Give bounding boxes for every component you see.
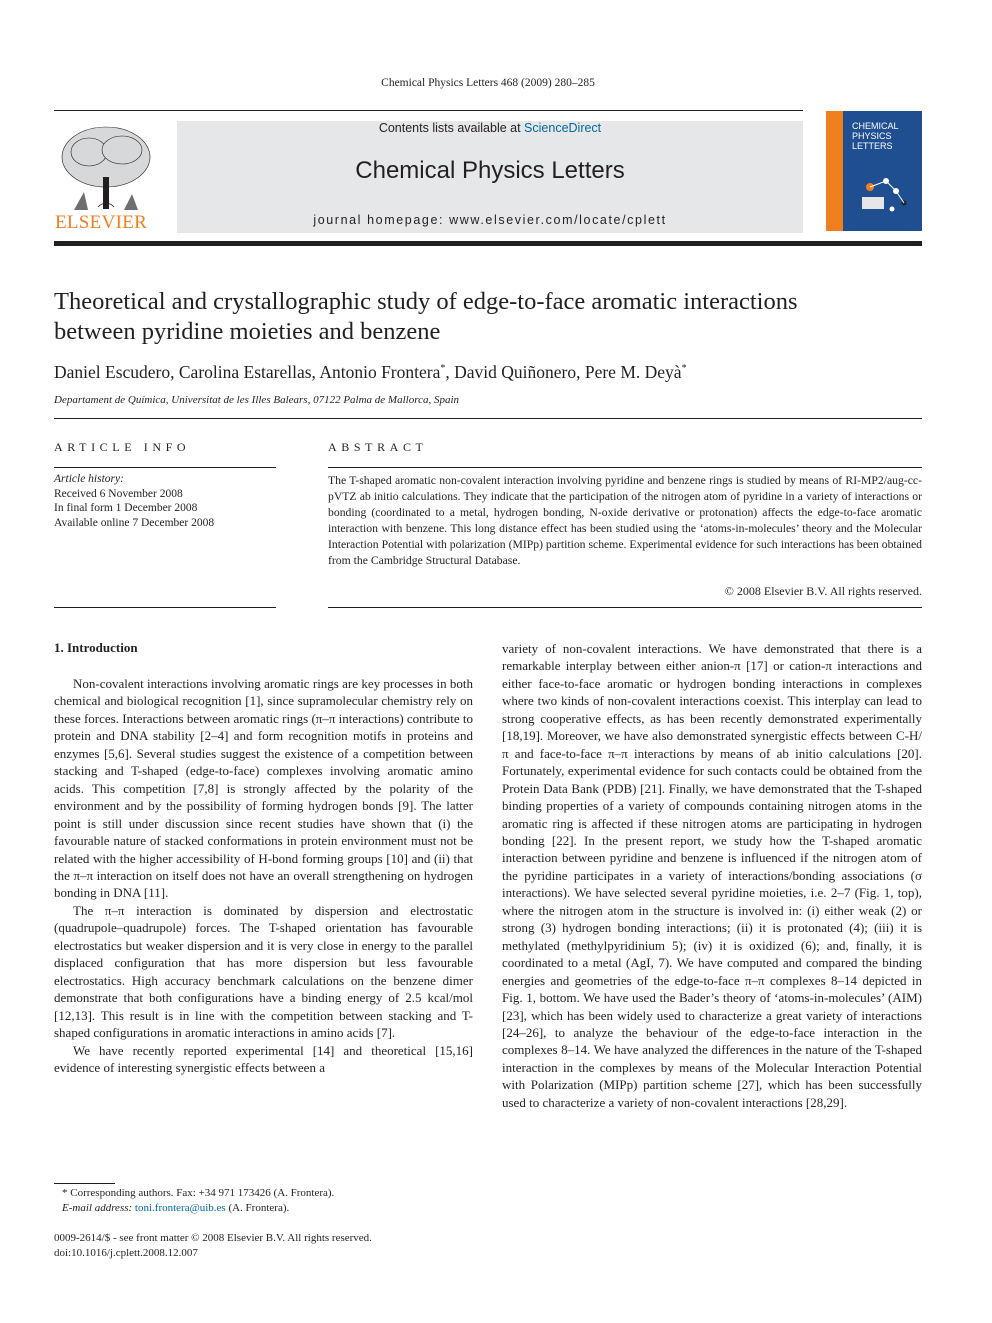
abstract-copyright: © 2008 Elsevier B.V. All rights reserved. [724, 584, 922, 598]
elsevier-wordmark: ELSEVIER [55, 212, 148, 233]
cover-strip [826, 111, 843, 231]
paragraph: variety of non-covalent interactions. We have demonstrated that there is a remarkable interplay between either anion-π [17] or cation-π interactions and either face-to-face aromatic or hydrogen bonding interactions in complexes where two kinds of non-covalent interactions coexist. This interplay can lead to strong cooperative effects, as has been recently demonstrated experimentally [18,19]. Moreover, we have also demonstrated synergistic effects between C-H/π and face-to-face π–π interactions by means of ab initio calculations [20]. Fortunately, experimental evidence for such contacts could be obtained from the Protein Data Bank (PDB) [21]. Finally, we have demonstrated that the T-shaped binding properties of a variety of compounds containing nitrogen atoms in the aromatic ring is affected if these nitrogen atoms are participating in hydrogen bonding [22]. In the present report, we study how the T-shaped aromatic interaction between pyridine and benzene is influenced if the nitrogen atom of the pyridine participates in a variety of interactions/bonding associations (σ interactions). We have selected several pyridine moieties, i.e. 2–7 (Fig. 1, top), where the nitrogen atom in the structure is involved in: (i) either weak (2) or strong (3) hydrogen bonding interactions; (ii) it is protonated (4); (iii) it is methylated (methylpyridinium 5); (iv) it is oxidized (6); and, finally, it is coordinated to a metal (AgI, 7). We have computed and compared the binding energies and geometries of the edge-to-face π–π complexes 8–14 depicted in Fig. 1, bottom. We have used the Bader’s theory of ‘atoms-in-molecules’ (AIM) [23], which has been widely used to characterize a great variety of interactions [24–26], to analyze the behaviour of the edge-to-face interaction in the complexes 8–14. We have analyzed the differences in the nature of the T-shaped interaction in the complexes by means of the Molecular Interaction Potential with Polarization (MIPp) partition scheme [27], which has been successfully used to characterize a variety of non-covalent interactions [28,29]. [502, 641, 922, 1110]
journal-citation: Chemical Physics Letters 468 (2009) 280–285 [381, 77, 595, 89]
journal-cover-image [826, 111, 922, 231]
article-info-heading: ARTICLE INFO [54, 440, 191, 454]
header-thick-rule [54, 241, 922, 246]
footnote-rule [54, 1183, 115, 1184]
header-rule [54, 110, 803, 111]
article-history: Article history: Received 6 November 2008 In final form 1 December 2008 Available online 7 December 2008 [54, 473, 215, 529]
paragraph: Non-covalent interactions involving aromatic rings are key processes in both chemical and biological recognition [1], since supramolecular chemistry rely on these forces. Interactions between aromatic rings (π–π interactions) contribute to protein and DNA stability [2–4] and form recognition motifs in proteins and enzymes [5,6]. Several studies suggest the existence of a competition between stacking and T-shaped (edge-to-face) complexes involving aromatic amino acids. This competition [7,8] is strongly affected by the polarity of the environment and by the possibility of forming hydrogen bonds [9]. The latter point is still under discussion since recent studies have shown that (i) the favourable nature of stacked conformations in protein environment must not be related with the higher accessibility of H-bond forming groups [10] and (ii) that the π–π interaction on itself does not have an overall strengthening on hydrogen bonding in DNA [11]. [54, 676, 473, 901]
cover-molecule-graphic [856, 169, 916, 224]
doi-link[interactable]: doi:10.1016/j.cplett.2008.12.007 [54, 1246, 198, 1259]
paragraph: The π–π interaction is dominated by dispersion and electrostatic (quadrupole–quadrupole) forces. The T-shaped orientation has favourable electrostatics but weaker dispersion and it is very close in energy to the parallel displaced configuration that has more dispersion but less favourable electrostatics. High accuracy benchmark calculations on the benzene dimer demonstrate that both configurations have a binding energy of 2.5 kcal/mol [12,13]. This result is in line with the competition between stacking and T-shaped configurations in aromatic interactions in amino acids [7]. [54, 902, 473, 1041]
article-info-rule-top [54, 467, 276, 468]
author-list: Daniel Escudero, Carolina Estarellas, Antonio Frontera*, David Quiñonero, Pere M. Deyà* [54, 362, 687, 382]
abstract-rule-bottom [328, 607, 922, 608]
footnote: * Corresponding authors. Fax: +34 971 173426 (A. Frontera). E-mail address: toni.frontera@uib.es (A. Frontera). [62, 1187, 335, 1214]
email-link[interactable]: toni.frontera@uib.es [134, 1201, 226, 1214]
journal-title: Chemical Physics Letters [355, 157, 625, 184]
abstract-heading: ABSTRACT [328, 440, 428, 454]
affiliation: Departament de Química, Universitat de les Illes Balears, 07122 Palma de Mallorca, Spain [54, 394, 460, 406]
contents-line: Contents lists available at ScienceDirect [378, 121, 602, 135]
publication-info: 0009-2614/$ - see front matter © 2008 Elsevier B.V. All rights reserved. doi:10.1016/j.cplett.2008.12.007 [54, 1232, 372, 1259]
paragraph: We have recently reported experimental [14] and theoretical [15,16] evidence of interesting synergistic effects between a [54, 1042, 473, 1075]
body-column-right [502, 640, 922, 1111]
abstract-rule-top [328, 467, 922, 468]
abstract-text: The T-shaped aromatic non-covalent interaction involving pyridine and benzene rings is studied by means of RI-MP2/aug-cc-pVTZ ab initio calculations. They indicate that the participation of the nitrogen atom of pyridine in a variety of interactions or bonding (coordinated to a metal, hydrogen bonding, N-oxide derivative or protonation) affects the edge-to-face aromatic interaction with benzene. This long distance effect has been studied using the ‘atoms-in-molecules’ theory and the Molecular Interaction Potential with polarization (MIPp) partition scheme. Experimental evidence for such interactions has been obtained from the Cambridge Structural Database. [328, 474, 922, 567]
cover-title: CHEMICAL PHYSICS LETTERS [852, 121, 899, 151]
article-title: Theoretical and crystallographic study of edge-to-face aromatic interactions between pyridine moieties and benzene [54, 288, 798, 345]
section-rule [54, 418, 922, 419]
introduction-heading: 1. Introduction [54, 640, 138, 655]
body-column-left [54, 675, 473, 1076]
article-info-rule-bottom [54, 607, 276, 608]
sciencedirect-link[interactable]: ScienceDirect [524, 121, 602, 135]
journal-homepage[interactable]: journal homepage: www.elsevier.com/locate/cplett [313, 213, 667, 227]
